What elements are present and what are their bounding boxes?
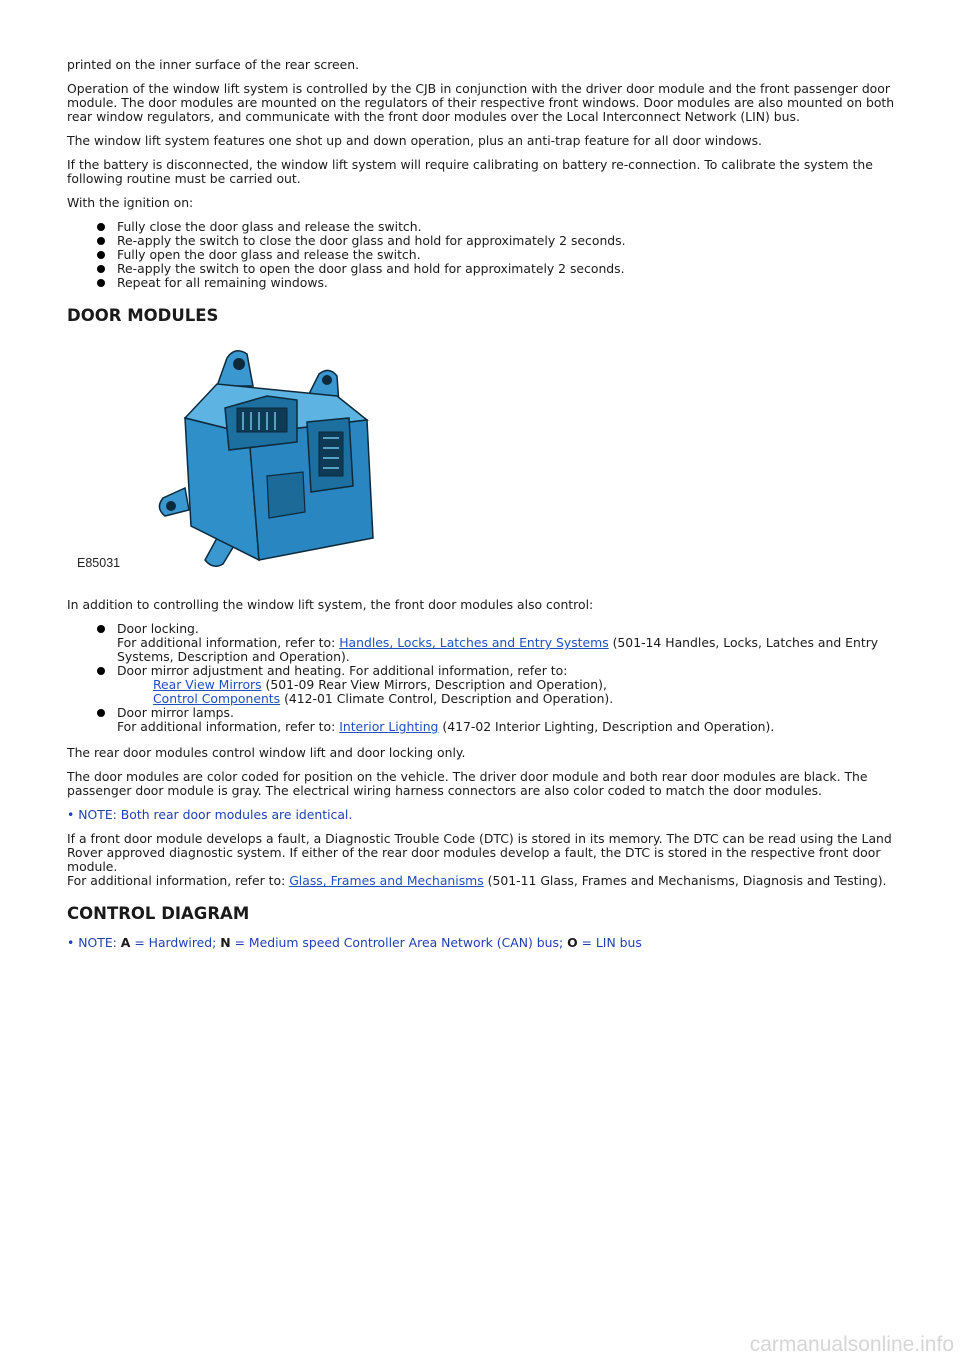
- intro-paragraph-2: Operation of the window lift system is controlled by the CJB in conjunction with the driver door module and the front passenger door module. The door modules are mounted on the regulators of their respective front windows. Door modules are also mounted on both rear window regulators, and communicate with the front door modules over the Local Interconnect Network (LIN) bus.: [67, 81, 895, 124]
- item-title: Door locking.: [117, 621, 199, 636]
- refer-suffix: (417-02 Interior Lighting, Description and Operation).: [438, 719, 775, 734]
- intro-paragraph-5: With the ignition on:: [67, 195, 194, 210]
- desc-n: = Medium speed Controller Area Network (CAN) bus;: [230, 935, 568, 950]
- reference-block: [117, 678, 907, 706]
- list-item: Fully close the door glass and release the switch.: [67, 220, 907, 234]
- door-modules-paragraph-4: [67, 832, 907, 888]
- door-module-illustration: [67, 338, 407, 578]
- list-item: Re-apply the switch to open the door glass and hold for approximately 2 seconds.: [67, 262, 907, 276]
- key-a: A: [120, 935, 131, 950]
- control-diagram-heading: CONTROL DIAGRAM: [67, 904, 250, 923]
- key-n: N: [220, 935, 231, 950]
- refer-text: For additional information, refer to:: [67, 873, 290, 888]
- intro-paragraph-1: printed on the inner surface of the rear screen.: [67, 57, 360, 72]
- refer-text: For additional information, refer to:: [117, 635, 340, 650]
- list-item: Fully open the door glass and release the switch.: [67, 248, 907, 262]
- note-prefix: • NOTE:: [67, 935, 121, 950]
- list-item: Re-apply the switch to close the door glass and hold for approximately 2 seconds.: [67, 234, 907, 248]
- note-diagram-key: [67, 936, 907, 950]
- key-o: O: [567, 935, 578, 950]
- intro-paragraph-4: If the battery is disconnected, the window lift system will require calibrating on battery re-connection. To calibrate the system the following routine must be carried out.: [67, 157, 873, 186]
- dtc-text: If a front door module develops a fault, a Diagnostic Trouble Code (DTC) is stored in its memory. The DTC can be read using the Land Rover approved diagnostic system. If either of the rear door modules develop a fault, the DTC is stored in the respective front door module.: [67, 831, 892, 874]
- list-item: [67, 706, 907, 734]
- desc-o: = LIN bus: [577, 935, 642, 950]
- refer-suffix: (412-01 Climate Control, Description and Operation).: [280, 691, 614, 706]
- door-modules-heading: DOOR MODULES: [67, 306, 219, 325]
- refer-suffix: (501-11 Glass, Frames and Mechanisms, Diagnosis and Testing).: [483, 873, 887, 888]
- door-modules-paragraph-2: The rear door modules control window lift and door locking only.: [67, 745, 466, 760]
- link-control-components[interactable]: Control Components: [153, 691, 281, 706]
- intro-paragraph-3: The window lift system features one shot up and down operation, plus an anti-trap feature for all door windows.: [67, 133, 762, 148]
- item-title: Door mirror adjustment and heating. For additional information, refer to:: [117, 663, 568, 678]
- note-identical-modules: • NOTE: Both rear door modules are identical.: [67, 807, 353, 822]
- door-modules-paragraph-3: The door modules are color coded for position on the vehicle. The driver door module and both rear door modules are black. The passenger door module is gray. The electrical wiring harness connectors are also color coded to match the door modules.: [67, 769, 868, 798]
- door-modules-paragraph-1: In addition to controlling the window lift system, the front door modules also control:: [67, 597, 594, 612]
- list-item: [67, 622, 907, 664]
- refer-suffix: (501-14 Handles, Locks, Latches and Entry Systems, Description and Operation).: [117, 635, 879, 664]
- manual-page: [67, 58, 907, 960]
- desc-a: = Hardwired;: [130, 935, 221, 950]
- link-handles-locks[interactable]: Handles, Locks, Latches and Entry Systems: [339, 635, 609, 650]
- figure-label: E85031: [77, 556, 121, 570]
- list-item: [67, 664, 907, 706]
- front-module-functions: [67, 622, 907, 734]
- watermark: carmanualsonline.info: [749, 1333, 954, 1356]
- link-interior-lighting[interactable]: Interior Lighting: [339, 719, 439, 734]
- item-title: Door mirror lamps.: [117, 705, 234, 720]
- link-rear-view-mirrors[interactable]: Rear View Mirrors: [153, 677, 262, 692]
- list-item: Repeat for all remaining windows.: [67, 276, 907, 290]
- refer-suffix: (501-09 Rear View Mirrors, Description and Operation),: [261, 677, 607, 692]
- door-module-figure: [67, 338, 907, 588]
- refer-text: For additional information, refer to:: [117, 719, 340, 734]
- link-glass-frames[interactable]: Glass, Frames and Mechanisms: [289, 873, 484, 888]
- calibration-steps: [67, 220, 907, 290]
